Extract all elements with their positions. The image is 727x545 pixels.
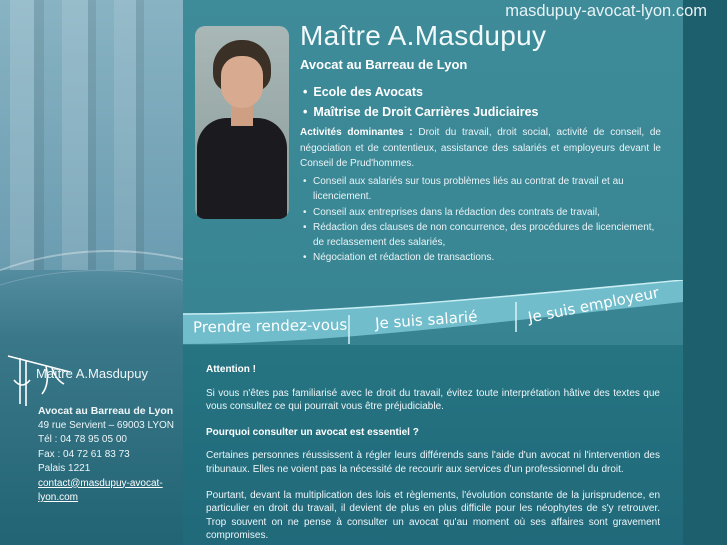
nav-button-employeur[interactable]: Je suis employeur (526, 283, 661, 327)
list-item: • Conseil aux entreprises dans la rédaction des contrats de travail, (300, 205, 661, 220)
qualification-item: • Ecole des Avocats (303, 82, 539, 102)
qualification-item: • Maîtrise de Droit Carrières Judiciaires (303, 102, 539, 122)
sidebar-address: 49 rue Servient – 69003 LYON (38, 419, 175, 431)
nav-button-salarie[interactable]: Je suis salarié (374, 307, 478, 333)
right-strip (683, 0, 727, 545)
activites-label: Activités dominantes : (300, 127, 413, 138)
page-subtitle: Avocat au Barreau de Lyon (300, 57, 468, 72)
main-content (183, 345, 683, 545)
email-link[interactable]: contact@masdupuy-avocat-lyon.com (38, 477, 163, 503)
qualifications-list (303, 82, 539, 122)
sidebar-contact (38, 404, 180, 506)
paragraph: Pourtant, devant la multiplication des lois et règlements, l'évolution constante de la jurisprudence, en particulier en droit du travail, il devient de plus en plus difficile pour les néophytes de s'y retrouver. Trop souvent on ne pense à consulter un avocat qu'au moment où ses affaires sont gravement compromises. (206, 489, 660, 542)
question-heading: Pourquoi consulter un avocat est essentiel ? (206, 426, 419, 438)
list-item: • Rédaction des clauses de non concurrence, des procédures de licenciement, de reclassement des salariés, (300, 220, 661, 251)
paragraph: Certaines personnes réussissent à régler leurs différends sans l'aide d'un avocat ni l'intervention des tribunaux. Elles ne voient pas la nécessité de recourir aux services d'un professionnel du droit. (206, 450, 660, 475)
list-item: • Conseil aux salariés sur tous problèmes liés au contrat de travail et au licenciement. (300, 174, 661, 205)
sidebar-logo-name: Maître A.Masdupuy (36, 366, 148, 381)
paragraph: Si vous n'êtes pas familiarisé avec le droit du travail, évitez toute interprétation hâtive des textes que vous consultez ce qui pourrait vous être préjudiciable. (206, 387, 660, 413)
list-item: • Négociation et rédaction de transactions. (300, 250, 661, 265)
sidebar-fax: Fax : 04 72 61 83 73 (38, 448, 130, 460)
site-domain: masdupuy-avocat-lyon.com (505, 2, 707, 20)
attention-heading: Attention ! (206, 364, 256, 375)
nav-button-rendez-vous[interactable]: Prendre rendez-vous (192, 315, 348, 337)
left-sidebar (0, 0, 183, 545)
sidebar-palais: Palais 1221 (38, 463, 91, 474)
sidebar-subtitle: Avocat au Barreau de Lyon (38, 405, 174, 417)
pillars-image (0, 0, 183, 270)
portrait-photo (195, 26, 289, 219)
page-title: Maître A.Masdupuy (300, 20, 547, 51)
activites-paragraph (300, 125, 661, 172)
nav-banner (183, 280, 683, 346)
activites-list (300, 174, 661, 266)
activites-text: Droit du travail, droit social, activité de conseil, de négociation et de contentieux, assistance des salariés et employeurs devant le Conseil de Prud'hommes. (300, 127, 661, 169)
sidebar-tel: Tél : 04 78 95 05 00 (38, 434, 127, 445)
